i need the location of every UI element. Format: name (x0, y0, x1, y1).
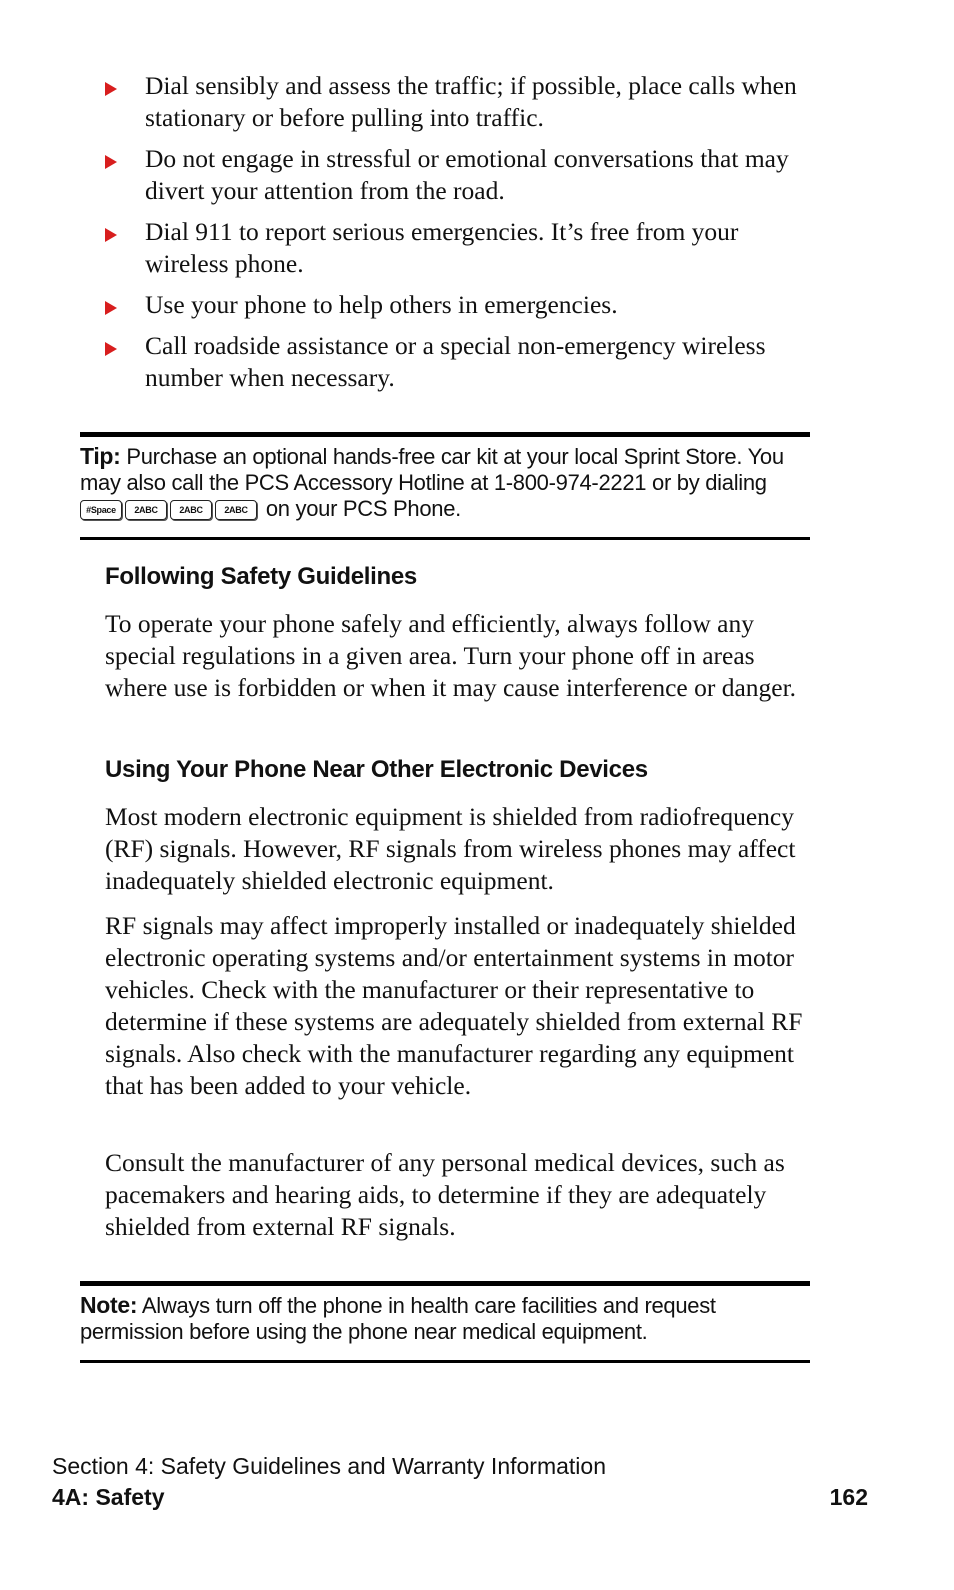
section-paragraph: Most modern electronic equipment is shielded from radiofrequency (RF) signals. However, RF signals from wireless phones may affect inadequately shielded electronic equipment. (105, 802, 796, 895)
section-paragraph: Consult the manufacturer of any personal medical devices, such as pacemakers and hearing aids, to determine if they are adequately shielded from external RF signals. (105, 1148, 785, 1241)
red-arrow-icon (105, 228, 117, 242)
bullet-text: Use your phone to help others in emergencies. (145, 290, 618, 319)
section-heading: Following Safety Guidelines (105, 563, 417, 590)
bullet-text: Do not engage in stressful or emotional conversations that may divert your attention from the road. (145, 144, 789, 205)
tip-box (80, 432, 810, 540)
red-arrow-icon (105, 342, 117, 356)
note-label: Note: (80, 1292, 138, 1318)
two-key-icon: 2ABC (170, 500, 212, 520)
red-arrow-icon (105, 301, 117, 315)
bullet-item (105, 143, 825, 207)
bullet-text: Dial sensibly and assess the traffic; if possible, place calls when stationary or before pulling into traffic. (145, 71, 797, 132)
note-box (80, 1281, 810, 1363)
tip-label: Tip: (80, 443, 121, 469)
note-text-block (80, 1286, 810, 1345)
pound-key-icon: #Space (80, 500, 122, 520)
bullet-text: Call roadside assistance or a special non-emergency wireless number when necessary. (145, 331, 766, 392)
footer-chapter: 4A: Safety (52, 1484, 165, 1510)
note-text: Always turn off the phone in health care facilities and request permission before using the phone near medical equipment. (80, 1293, 716, 1344)
section-paragraph: To operate your phone safely and efficiently, always follow any special regulations in a given area. Turn your phone off in areas where use is forbidden or when it may cause interference or danger. (105, 609, 797, 702)
tip-suffix: on your PCS Phone. (265, 496, 461, 521)
two-key-icon: 2ABC (125, 500, 167, 520)
page-number: 162 (829, 1484, 868, 1510)
tip-text-block (80, 437, 810, 522)
bullet-item (105, 330, 825, 394)
bullet-list (105, 70, 825, 403)
red-arrow-icon (105, 82, 117, 96)
red-arrow-icon (105, 155, 117, 169)
section-heading: Using Your Phone Near Other Electronic Devices (105, 756, 648, 783)
two-key-icon: 2ABC (215, 500, 257, 520)
footer-section-title: Section 4: Safety Guidelines and Warranty Information (52, 1453, 606, 1479)
bullet-text: Dial 911 to report serious emergencies. It’s free from your wireless phone. (145, 217, 739, 278)
section-paragraph: RF signals may affect improperly installed or inadequately shielded electronic operating systems and/or entertainment systems in motor vehicles. Check with the manufacturer or their representative to determine if these systems are adequately shielded from external RF signals. Also check with the manufacturer regarding any equipment that has been added to your vehicle. (105, 911, 803, 1100)
tip-text: Purchase an optional hands-free car kit at your local Sprint Store. You may also call the PCS Accessory Hotline at 1-800-974-2221 or by dialing (80, 444, 784, 495)
bullet-item (105, 70, 825, 134)
bullet-item (105, 289, 825, 321)
bullet-item (105, 216, 825, 280)
